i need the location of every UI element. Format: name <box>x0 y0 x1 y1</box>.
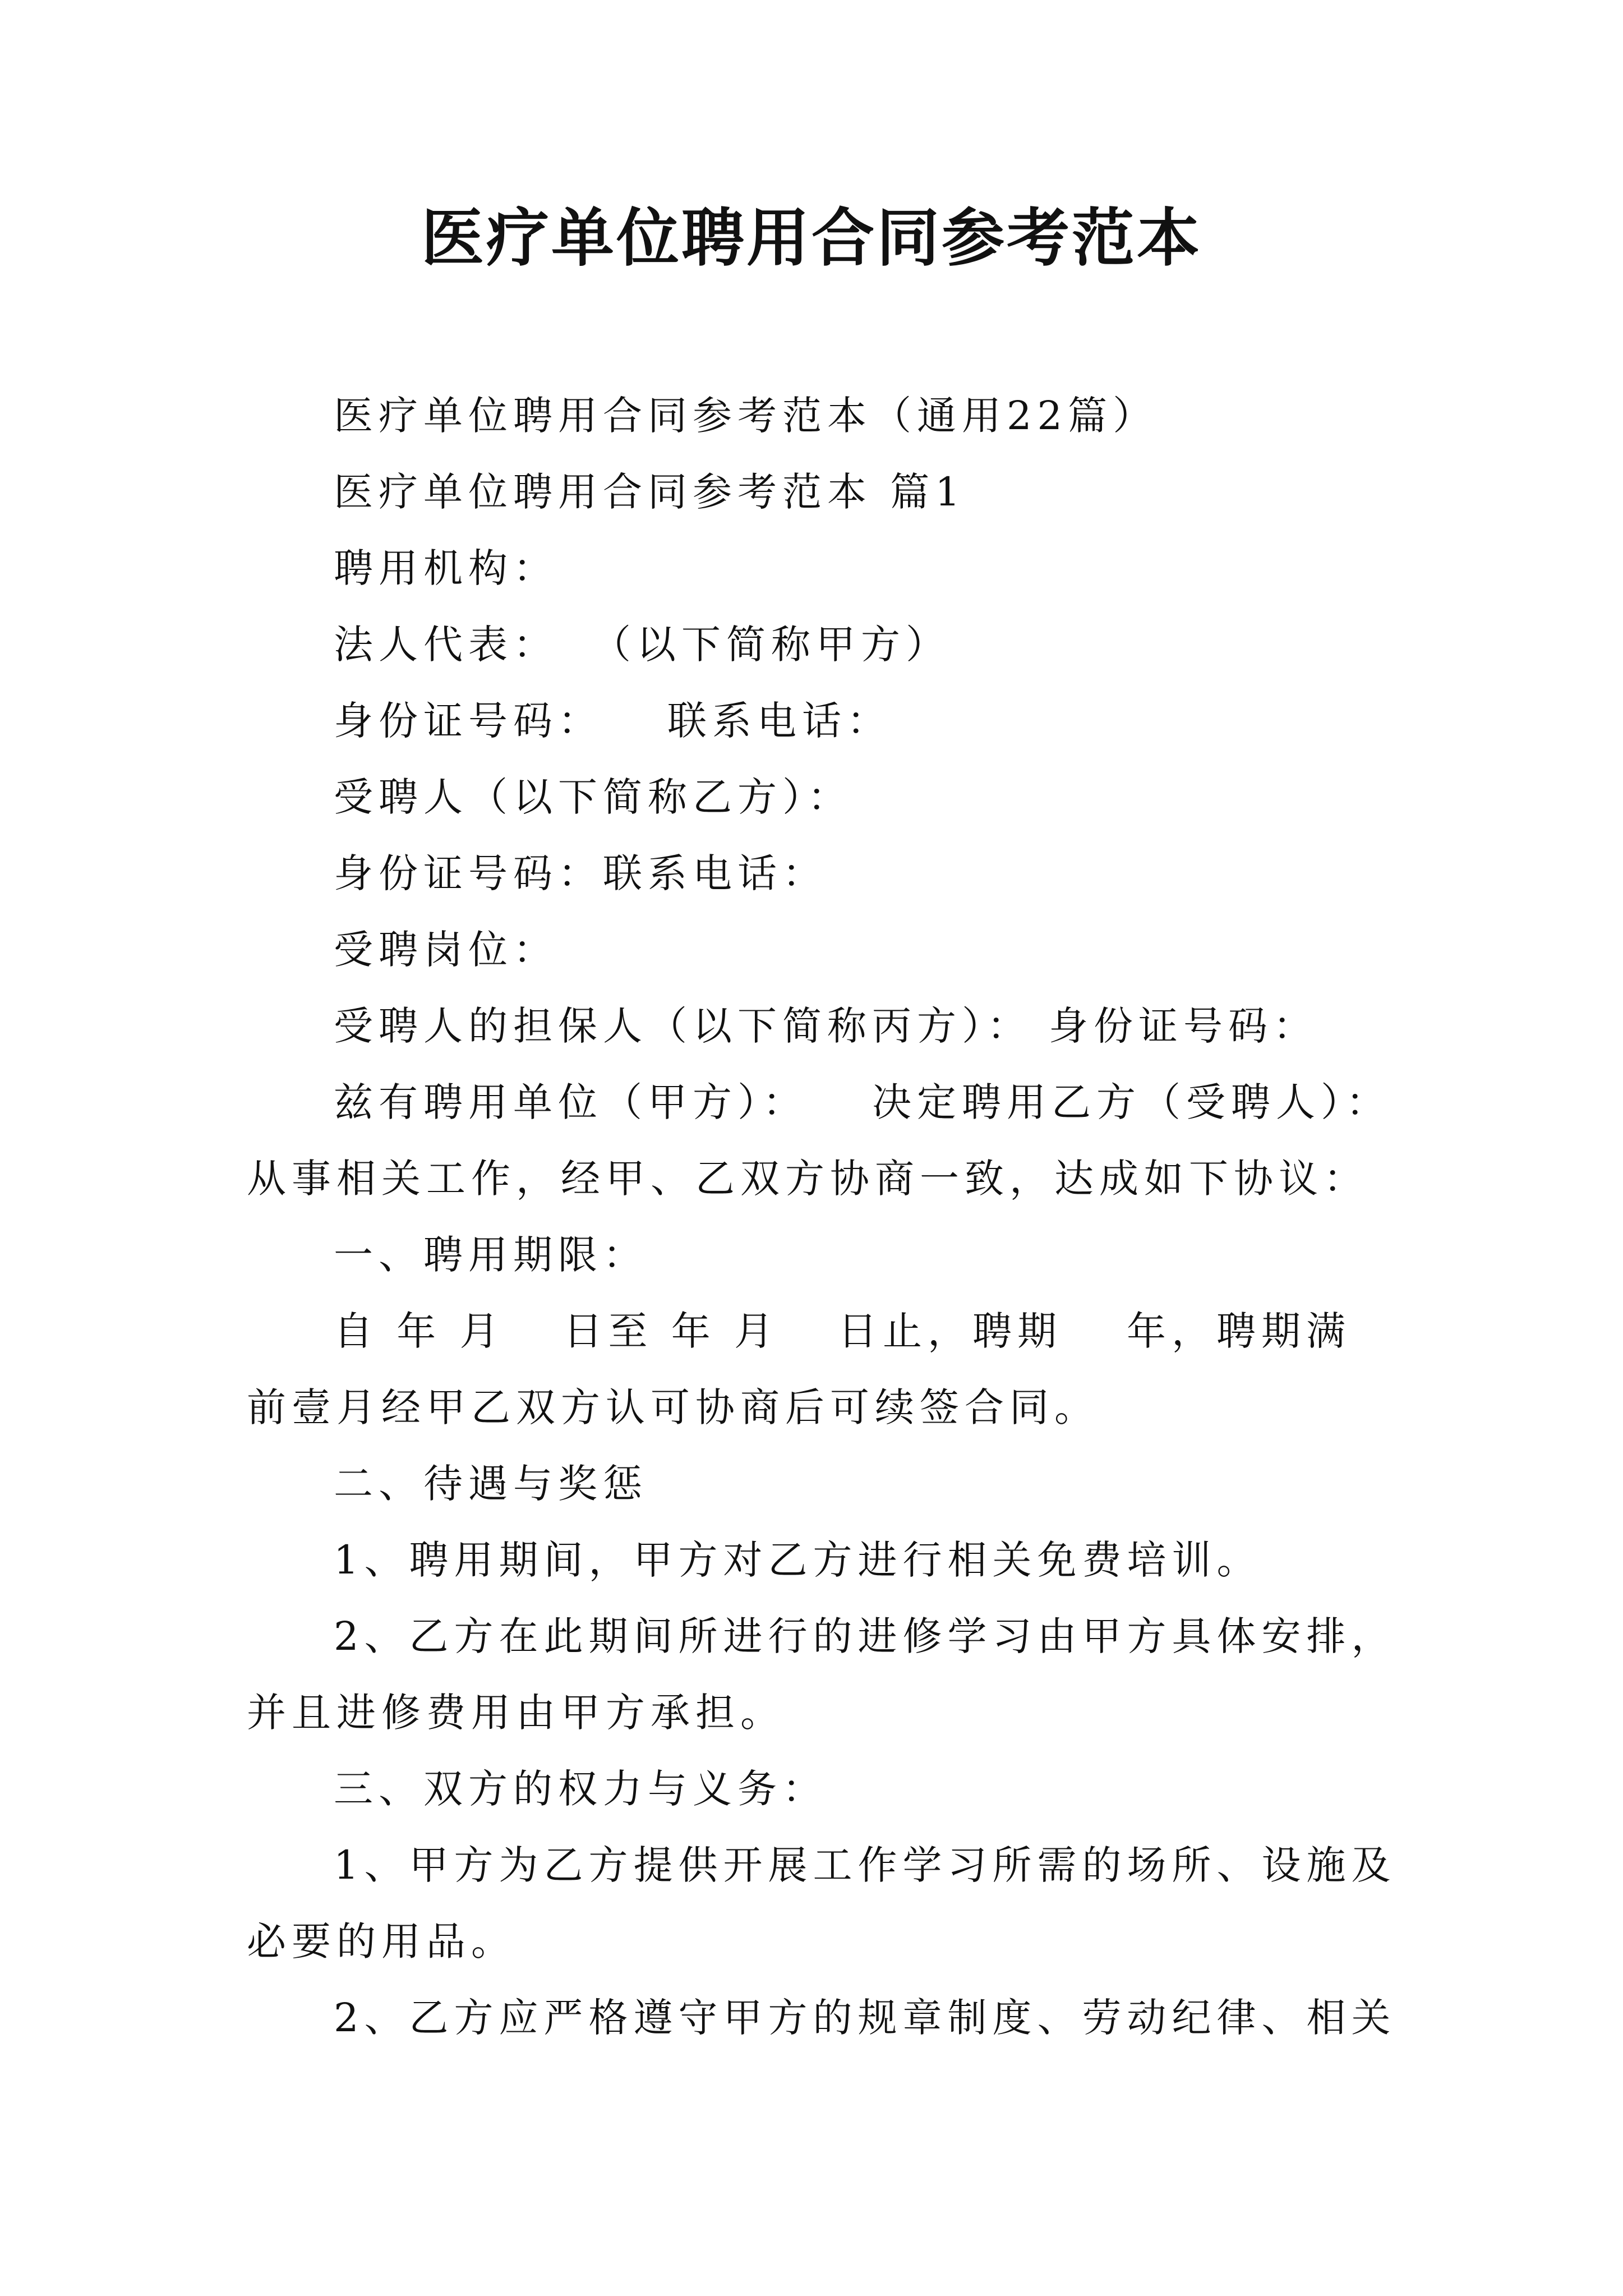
paragraph-line: 三、双方的权力与义务： <box>334 1766 827 1812</box>
paragraph-line <box>247 1064 1391 1140</box>
paragraph-line: 前壹月经甲乙双方认可协商后可续签合同。 <box>247 1384 1099 1430</box>
paragraph-line <box>247 1293 1380 1369</box>
paragraph-line: 从事相关工作，经甲、乙双方协商一致，达成如下协议： <box>247 1156 1368 1202</box>
paragraph-line <box>247 683 1380 759</box>
line-segment: 联系电话： <box>667 698 892 744</box>
paragraph-line: 受聘岗位： <box>334 927 558 973</box>
paragraph-line: 一、聘用期限： <box>334 1232 648 1278</box>
line-segment: 法人代表： <box>334 622 558 668</box>
line-segment: 自 年 月 <box>334 1308 505 1354</box>
line-segment: 年，聘期满 <box>1127 1308 1352 1354</box>
line-segment: （以下简称甲方） <box>592 622 951 668</box>
line-segment: 受聘人的担保人（以下简称丙方）： <box>334 1003 1032 1049</box>
paragraph-line: 受聘人（以下简称乙方）： <box>334 774 852 820</box>
paragraph-line: 聘用机构： <box>334 545 558 591</box>
line-segment: 决定聘用乙方（受聘人）： <box>872 1079 1391 1125</box>
paragraph-line: 2、乙方应严格遵守甲方的规章制度、劳动纪律、相关 <box>334 1995 1396 2041</box>
paragraph-line <box>247 606 1380 683</box>
paragraph-line: 医疗单位聘用合同参考范本（通用22篇） <box>334 393 1158 439</box>
line-segment: 兹有聘用单位（甲方）： <box>334 1079 808 1125</box>
document-body <box>247 378 1396 2056</box>
paragraph-line: 身份证号码：联系电话： <box>334 850 827 896</box>
paragraph-line: 二、待遇与奖惩 <box>334 1461 648 1507</box>
paragraph-line: 并且进修费用由甲方承担。 <box>247 1690 785 1736</box>
document-title: 医疗单位聘用合同参考范本 <box>421 201 1202 275</box>
line-segment: 日止，聘期 <box>838 1308 1063 1354</box>
line-segment: 身份证号码： <box>1049 1003 1318 1049</box>
line-segment: 日至 年 月 <box>563 1308 780 1354</box>
paragraph-line: 1、甲方为乙方提供开展工作学习所需的场所、设施及 <box>334 1842 1396 1888</box>
paragraph-line <box>247 988 1380 1064</box>
paragraph-line: 2、乙方在此期间所进行的进修学习由甲方具体安排， <box>334 1613 1396 1659</box>
paragraph-line: 医疗单位聘用合同参考范本 篇1 <box>334 469 966 515</box>
paragraph-line: 必要的用品。 <box>247 1918 516 1964</box>
line-segment: 身份证号码： <box>334 698 603 744</box>
paragraph-line: 1、聘用期间，甲方对乙方进行相关免费培训。 <box>334 1537 1262 1583</box>
